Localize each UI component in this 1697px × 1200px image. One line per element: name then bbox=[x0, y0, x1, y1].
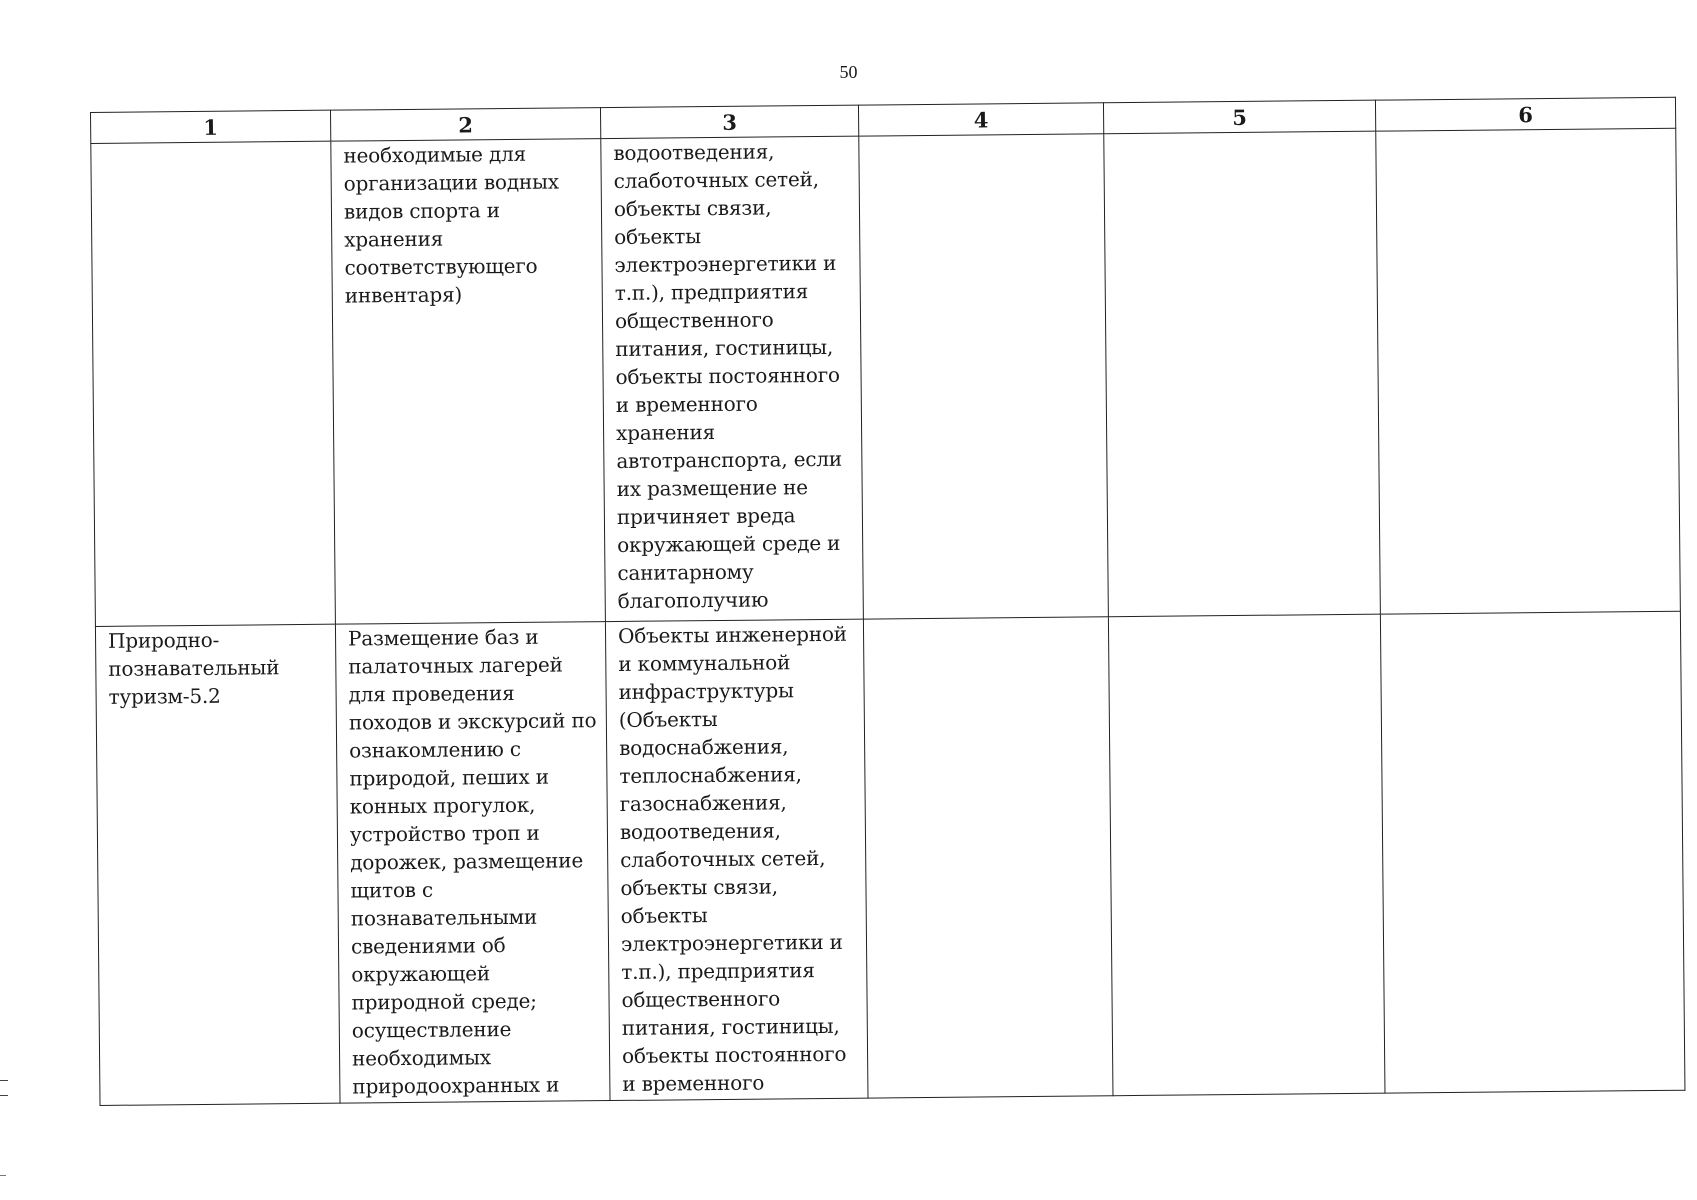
table-row bbox=[91, 128, 1681, 626]
scan-edge-mark bbox=[0, 1080, 8, 1096]
page-number: 50 bbox=[839, 62, 858, 82]
column-header-3: 3 bbox=[600, 105, 858, 138]
table-cell bbox=[605, 619, 868, 1100]
table-cell bbox=[1380, 611, 1685, 1093]
table-cell bbox=[1108, 614, 1385, 1096]
table-cell bbox=[95, 624, 340, 1105]
column-header-6: 6 bbox=[1375, 97, 1675, 131]
table-cell bbox=[331, 139, 606, 625]
column-header-5: 5 bbox=[1103, 100, 1375, 134]
table-cell bbox=[859, 134, 1109, 619]
table-cell bbox=[863, 617, 1113, 1098]
cell-text: Объекты инженерной и коммунальной инфраструктуры (Объекты водоснабжения, теплоснабжения, газоснабжения, водоотведения, слаботочных сетей, объекты связи, объекты электроэнергетики и т.п.), предприятия общественного питания, гостиницы, объекты постоянного и временного bbox=[617, 621, 847, 1096]
cell-text: водоотведения, слаботочных сетей, объекты связи, объекты электроэнергетики и т.п.), предприятия общественного питания, гостиницы, объекты постоянного и временного хранения автотранспорта, если их размещение не причиняет вреда окружающей среде и санитарному благополучию bbox=[613, 139, 843, 613]
cell-text: Размещение баз и палаточных лагерей для проведения походов и экскурсий по ознакомлению с природой, пеших и конных прогулок, устройство троп и дорожек, размещение щитов с познавательными сведениями об окружающей природной среде; осуществление необходимых природоохранных и bbox=[347, 624, 597, 1099]
table-cell bbox=[1376, 128, 1681, 614]
table-cell bbox=[601, 136, 864, 621]
table-cell bbox=[335, 622, 610, 1104]
column-header-2: 2 bbox=[330, 108, 600, 142]
table-cell bbox=[1104, 131, 1381, 617]
table-cell bbox=[91, 141, 336, 626]
table-row bbox=[95, 611, 1685, 1105]
scan-edge-mark bbox=[0, 1175, 6, 1176]
land-use-table bbox=[90, 97, 1685, 1106]
cell-text: Природно- познавательный туризм-5.2 bbox=[107, 627, 280, 709]
column-header-1: 1 bbox=[91, 110, 331, 143]
column-header-4: 4 bbox=[858, 103, 1103, 136]
cell-text: необходимые для организации водных видов спорта и хранения соответствующего инвентаря) bbox=[343, 141, 559, 308]
